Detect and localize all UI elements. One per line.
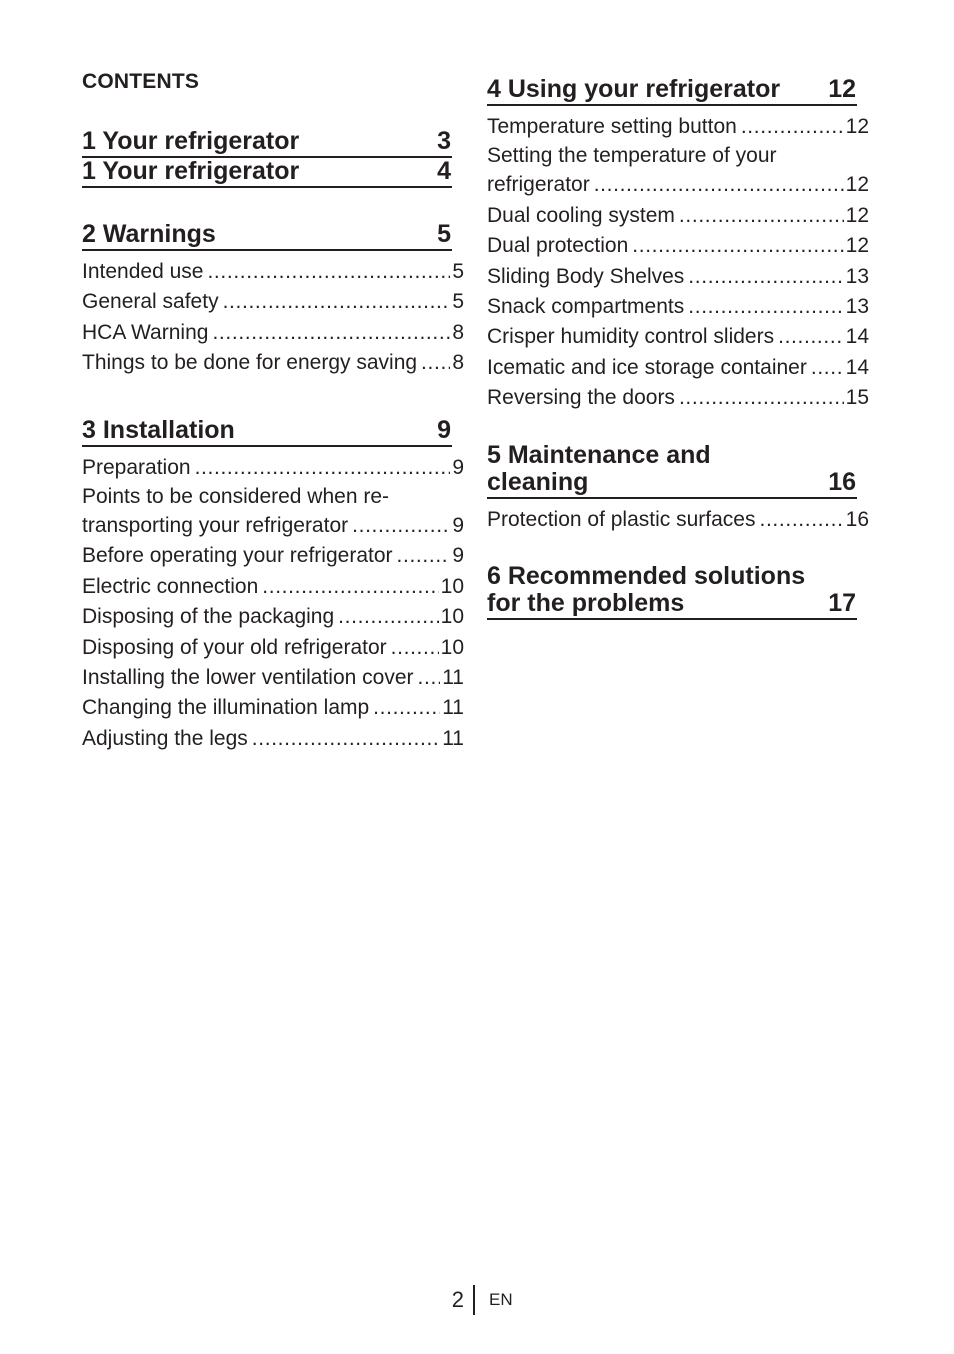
entry-row xyxy=(487,353,869,383)
toc-entry[interactable] xyxy=(487,201,869,231)
entry-text: Things to be done for energy saving xyxy=(82,351,418,375)
entry-text: Icematic and ice storage container xyxy=(487,355,807,379)
toc-section xyxy=(82,221,464,379)
entry-row xyxy=(487,505,869,535)
toc-section xyxy=(487,563,869,620)
entry-page-number: 14 xyxy=(845,355,869,379)
entry-text: Snack compartments xyxy=(487,295,685,319)
dot-leader xyxy=(223,287,451,317)
section-title: 1 Your refrigerator xyxy=(82,157,300,185)
page-footer xyxy=(440,1285,513,1315)
dot-leader xyxy=(811,353,844,383)
section-heading[interactable] xyxy=(487,76,857,106)
section-page-number: 3 xyxy=(437,127,451,155)
entry-text-line1: Setting the temperature of your xyxy=(487,144,777,168)
entry-text: Installing the lower ventilation cover xyxy=(82,666,414,690)
section-title: 3 Installation xyxy=(82,415,235,444)
entry-row xyxy=(487,201,869,231)
entry-page-number: 11 xyxy=(442,666,464,690)
entry-row xyxy=(82,663,464,693)
toc-entry[interactable] xyxy=(82,453,464,483)
entry-text: Electric connection xyxy=(82,574,259,598)
toc-section xyxy=(487,442,869,535)
entry-text: transporting your refrigerator xyxy=(82,514,349,538)
entry-page-number: 12 xyxy=(845,203,869,227)
entry-page-number: 10 xyxy=(440,635,464,659)
dot-leader xyxy=(632,231,843,261)
toc-entry[interactable] xyxy=(82,724,464,754)
section-title: 4 Using your refrigerator xyxy=(487,75,781,103)
dot-leader xyxy=(418,663,441,693)
toc-entry[interactable] xyxy=(487,142,869,200)
dot-leader xyxy=(338,602,438,632)
section-page-number: 12 xyxy=(828,75,856,103)
entry-text: Sliding Body Shelves xyxy=(487,264,685,288)
dot-leader xyxy=(397,541,451,571)
entry-row xyxy=(82,724,464,754)
dot-leader xyxy=(594,170,844,200)
section-heading[interactable] xyxy=(487,442,857,499)
entry-page-number: 11 xyxy=(442,696,464,720)
section-heading[interactable] xyxy=(82,128,452,158)
dot-leader xyxy=(688,262,843,292)
entry-page-number: 14 xyxy=(845,325,869,349)
toc-entry[interactable] xyxy=(82,602,464,632)
dot-leader xyxy=(778,322,844,352)
entry-text: Crisper humidity control sliders xyxy=(487,325,775,349)
toc-entry[interactable] xyxy=(82,572,464,602)
toc-entry[interactable] xyxy=(82,287,464,317)
entry-text: Disposing of the packaging xyxy=(82,605,335,629)
dot-leader xyxy=(688,292,843,322)
dot-leader xyxy=(391,633,439,663)
toc-section xyxy=(82,158,464,188)
entry-text: General safety xyxy=(82,290,219,314)
entry-row xyxy=(487,292,869,322)
entry-text: Adjusting the legs xyxy=(82,726,248,750)
entry-page-number: 12 xyxy=(845,115,869,138)
section-title: 5 Maintenance and cleaning xyxy=(487,440,711,496)
toc-entry[interactable] xyxy=(487,112,869,142)
section-title: 2 Warnings xyxy=(82,220,216,248)
toc-entry[interactable] xyxy=(82,633,464,663)
entry-text-line1: Points to be considered when re- xyxy=(82,485,390,509)
section-page-number: 16 xyxy=(828,467,856,496)
entry-page-number: 10 xyxy=(440,605,464,629)
toc-entry-list xyxy=(487,112,869,414)
entry-page-number: 8 xyxy=(452,320,464,344)
toc-entry[interactable] xyxy=(82,257,464,287)
entry-page-number: 15 xyxy=(845,386,869,410)
entry-text: Temperature setting button xyxy=(487,115,737,138)
toc-entry[interactable] xyxy=(82,693,464,723)
entry-page-number: 5 xyxy=(452,290,464,314)
page-number: 2 xyxy=(451,1287,464,1312)
toc-entry-list xyxy=(487,505,869,535)
dot-leader xyxy=(759,505,843,535)
toc-entry[interactable] xyxy=(82,483,464,541)
dot-leader xyxy=(679,201,844,231)
toc-left-column xyxy=(82,70,464,784)
section-page-number: 5 xyxy=(437,220,451,248)
dot-leader xyxy=(741,112,844,142)
entry-row xyxy=(82,633,464,663)
dot-leader xyxy=(252,724,440,754)
section-title: 6 Recommended solutions for the problems xyxy=(487,562,806,618)
entry-text: Disposing of your old refrigerator xyxy=(82,635,387,659)
section-page-number: 17 xyxy=(828,589,856,618)
toc-entry[interactable] xyxy=(82,541,464,571)
entry-page-number: 16 xyxy=(845,507,869,531)
entry-row xyxy=(82,541,464,571)
entry-page-number: 9 xyxy=(452,544,464,568)
toc-section xyxy=(487,76,869,414)
entry-page-number: 10 xyxy=(440,574,464,598)
entry-text: Preparation xyxy=(82,455,191,479)
toc-entry-list xyxy=(82,257,464,379)
entry-row xyxy=(487,383,869,413)
entry-page-number: 9 xyxy=(452,514,464,538)
section-heading[interactable] xyxy=(82,417,452,447)
entry-page-number: 12 xyxy=(845,173,869,197)
toc-entry[interactable] xyxy=(487,231,869,261)
section-heading[interactable] xyxy=(82,221,452,251)
entry-row xyxy=(82,602,464,632)
toc-right-column xyxy=(487,76,869,620)
entry-text: Dual protection xyxy=(487,234,629,258)
entry-text: HCA Warning xyxy=(82,320,209,344)
contents-label: CONTENTS xyxy=(82,70,200,93)
entry-row xyxy=(82,511,464,541)
toc-left-sections xyxy=(82,128,464,754)
language-code: EN xyxy=(489,1290,513,1309)
section-page-number: 4 xyxy=(437,157,451,185)
entry-text: Intended use xyxy=(82,260,204,283)
entry-text: Protection of plastic surfaces xyxy=(487,507,756,531)
entry-row xyxy=(487,170,869,200)
dot-leader xyxy=(373,693,440,723)
section-heading[interactable] xyxy=(487,563,857,620)
dot-leader xyxy=(421,348,450,378)
entry-page-number: 13 xyxy=(845,295,869,319)
entry-row xyxy=(82,318,464,348)
entry-page-number: 13 xyxy=(845,264,869,288)
entry-row xyxy=(82,257,464,287)
dot-leader xyxy=(212,318,450,348)
dot-leader xyxy=(352,511,450,541)
toc-entry[interactable] xyxy=(487,322,869,352)
entry-row xyxy=(487,322,869,352)
entry-page-number: 8 xyxy=(452,351,464,375)
entry-page-number: 5 xyxy=(452,260,464,283)
entry-text: Dual cooling system xyxy=(487,203,675,227)
toc-entry[interactable] xyxy=(487,505,869,535)
entry-row xyxy=(82,348,464,378)
dot-leader xyxy=(679,383,844,413)
toc-right-sections xyxy=(487,76,869,620)
section-title: 1 Your refrigerator xyxy=(82,127,300,155)
dot-leader xyxy=(207,257,450,287)
dot-leader xyxy=(195,453,451,483)
entry-text: Before operating your refrigerator xyxy=(82,544,393,568)
toc-entry[interactable] xyxy=(82,318,464,348)
toc-entry[interactable] xyxy=(487,262,869,292)
toc-entry[interactable] xyxy=(487,292,869,322)
toc-entry[interactable] xyxy=(487,353,869,383)
entry-row xyxy=(487,262,869,292)
entry-row xyxy=(82,287,464,317)
toc-entry[interactable] xyxy=(82,348,464,378)
entry-row xyxy=(487,231,869,261)
entry-page-number: 12 xyxy=(845,234,869,258)
dot-leader xyxy=(262,572,438,602)
entry-row xyxy=(82,693,464,723)
entry-text: Reversing the doors xyxy=(487,386,675,410)
entry-row xyxy=(82,572,464,602)
section-page-number: 9 xyxy=(437,415,451,444)
toc-section xyxy=(82,128,464,158)
entry-page-number: 11 xyxy=(442,726,464,750)
entry-page-number: 9 xyxy=(452,455,464,479)
toc-section xyxy=(82,417,464,755)
entry-row xyxy=(487,112,869,142)
entry-row xyxy=(82,453,464,483)
toc-entry[interactable] xyxy=(82,663,464,693)
toc-entry[interactable] xyxy=(487,383,869,413)
entry-text: refrigerator xyxy=(487,173,590,197)
footer-divider xyxy=(473,1285,475,1315)
entry-text: Changing the illumination lamp xyxy=(82,696,370,720)
section-heading[interactable] xyxy=(82,158,452,188)
toc-entry-list xyxy=(82,453,464,755)
